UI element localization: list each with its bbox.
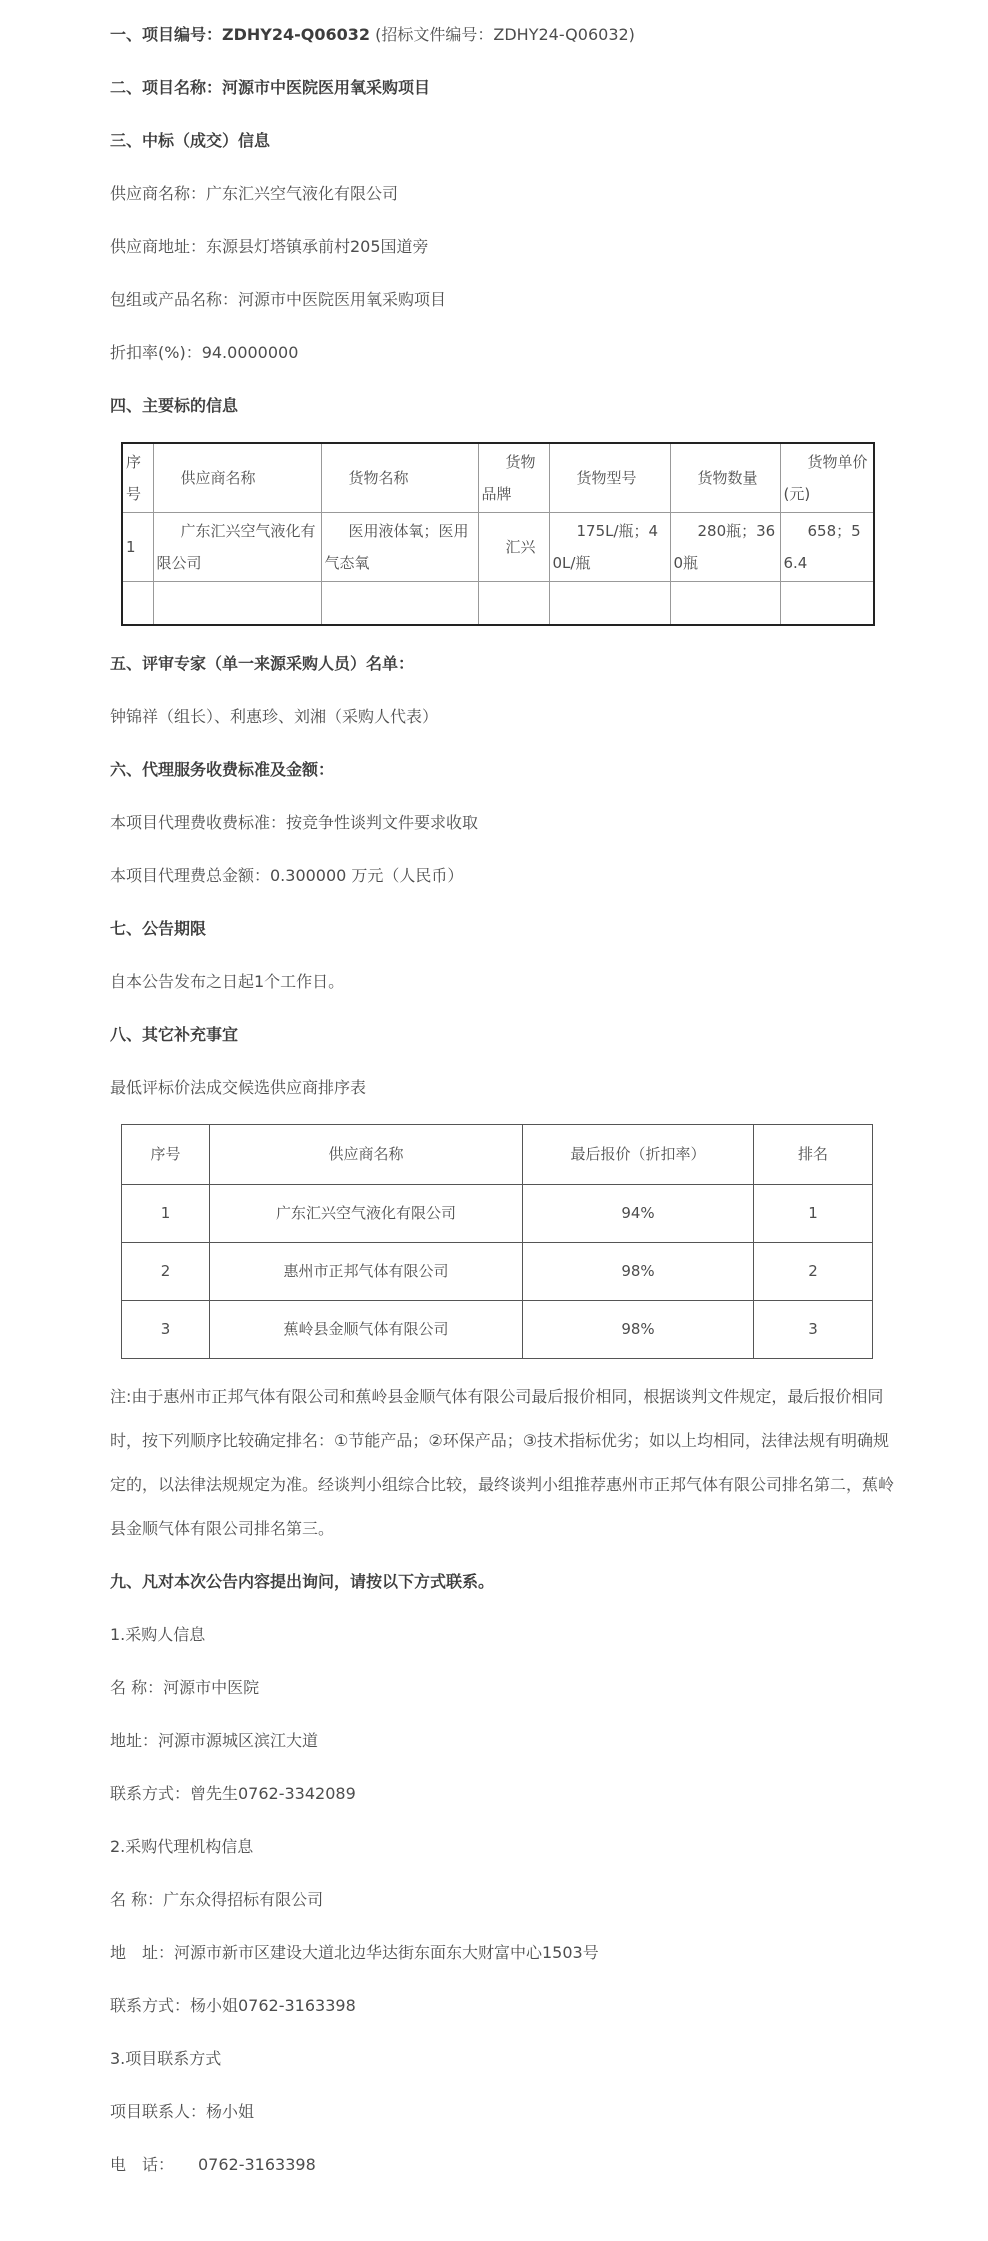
agency-fee-heading: 六、代理服务收费标准及金额： <box>110 759 335 779</box>
table-header-row <box>122 1124 873 1184</box>
table-cell <box>780 582 874 625</box>
table-header-cell: 货物名称 <box>321 443 478 513</box>
table-header-cell: 货物品牌 <box>478 443 549 513</box>
table-cell: 2 <box>122 1242 210 1300</box>
table-row-empty <box>122 582 874 625</box>
agency-info-heading: 2.采购代理机构信息 <box>110 1836 254 1856</box>
ranking-note-text: 注:由于惠州市正邦气体有限公司和蕉岭县金顺气体有限公司最后报价相同，根据谈判文件规定，最后报价相同时，按下列顺序比较确定排名：①节能产品；②环保产品；③技术指标优劣；如以上均相同，法律法规有明确规定的，以法律法规规定为准。经谈判小组综合比较，最终谈判小组推荐惠州市正邦气体有限公司排名第二，蕉岭县金顺气体有限公司排名第三。 <box>110 1386 895 1538</box>
ranking-table <box>121 1124 873 1359</box>
table-cell: 惠州市正邦气体有限公司 <box>210 1242 523 1300</box>
table-cell: 3 <box>122 1300 210 1358</box>
table-cell: 1 <box>122 513 153 582</box>
experts-heading: 五、评审专家（单一来源采购人员）名单： <box>110 653 415 673</box>
table-cell: 广东汇兴空气液化有限公司 <box>153 513 321 582</box>
purchaser-contact-text: 联系方式：曾先生0762-3342089 <box>110 1783 356 1803</box>
table-row <box>122 1242 873 1300</box>
table-cell <box>549 582 670 625</box>
agency-address-text: 地 址：河源市新市区建设大道北边华达街东面东大财富中心1503号 <box>110 1942 599 1962</box>
table-cell: 广东汇兴空气液化有限公司 <box>210 1184 523 1242</box>
table-header-cell: 供应商名称 <box>153 443 321 513</box>
tender-doc-number: (招标文件编号：ZDHY24-Q06032) <box>370 25 635 44</box>
purchaser-info-heading: 1.采购人信息 <box>110 1624 206 1644</box>
project-contact-heading: 3.项目联系方式 <box>110 2048 222 2068</box>
announcement-period-text: 自本公告发布之日起1个工作日。 <box>110 971 345 991</box>
project-contact-person-text: 项目联系人：杨小姐 <box>110 2101 255 2121</box>
table-cell <box>670 582 780 625</box>
table-cell: 98% <box>523 1300 754 1358</box>
table-cell <box>122 582 153 625</box>
table-cell: 3 <box>754 1300 873 1358</box>
table-cell <box>153 582 321 625</box>
project-name-heading: 二、项目名称：河源市中医院医用氧采购项目 <box>110 78 431 97</box>
announcement-period-heading: 七、公告期限 <box>110 918 207 938</box>
table-cell: 2 <box>754 1242 873 1300</box>
agency-name-text: 名 称：广东众得招标有限公司 <box>110 1889 324 1909</box>
table-cell <box>478 582 549 625</box>
agency-contact-text: 联系方式：杨小姐0762-3163398 <box>110 1995 356 2015</box>
table-row <box>122 1300 873 1358</box>
table-cell: 1 <box>122 1184 210 1242</box>
table-header-cell: 序号 <box>122 443 153 513</box>
table-cell <box>321 582 478 625</box>
main-items-table <box>121 442 875 626</box>
table-header-cell: 货物单价(元) <box>780 443 874 513</box>
discount-rate-text: 折扣率(%)：94.0000000 <box>110 343 299 362</box>
table-cell: 94% <box>523 1184 754 1242</box>
main-items-heading: 四、主要标的信息 <box>110 396 239 415</box>
table-row <box>122 1184 873 1242</box>
supplementary-heading: 八、其它补充事宜 <box>110 1024 239 1044</box>
table-header-cell: 序号 <box>122 1124 210 1184</box>
table-header-cell: 最后报价（折扣率） <box>523 1124 754 1184</box>
table-header-row <box>122 443 874 513</box>
table-header-cell: 供应商名称 <box>210 1124 523 1184</box>
table-header-cell: 排名 <box>754 1124 873 1184</box>
table-cell: 1 <box>754 1184 873 1242</box>
table-cell: 175L/瓶；40L/瓶 <box>549 513 670 582</box>
ranking-table-caption: 最低评标价法成交候选供应商排序表 <box>110 1077 367 1097</box>
contact-heading: 九、凡对本次公告内容提出询问，请按以下方式联系。 <box>110 1571 495 1591</box>
table-cell: 280瓶；360瓶 <box>670 513 780 582</box>
table-cell: 658；56.4 <box>780 513 874 582</box>
package-name-text: 包组或产品名称：河源市中医院医用氧采购项目 <box>110 290 447 309</box>
supplier-address-text: 供应商地址：东源县灯塔镇承前村205国道旁 <box>110 237 429 256</box>
award-info-heading: 三、中标（成交）信息 <box>110 131 271 150</box>
project-phone-text: 电 话： 0762-3163398 <box>110 2154 316 2174</box>
fee-standard-text: 本项目代理费收费标准：按竞争性谈判文件要求收取 <box>110 812 479 832</box>
table-header-cell: 货物型号 <box>549 443 670 513</box>
experts-list-text: 钟锦祥（组长）、利惠珍、刘湘（采购人代表） <box>110 706 439 726</box>
table-cell: 蕉岭县金顺气体有限公司 <box>210 1300 523 1358</box>
fee-total-text: 本项目代理费总金额：0.300000 万元（人民币） <box>110 865 464 885</box>
purchaser-name-text: 名 称：河源市中医院 <box>110 1677 260 1697</box>
project-number-bold: 一、项目编号：ZDHY24-Q06032 <box>110 25 371 44</box>
project-number-heading <box>110 13 905 57</box>
table-cell: 医用液体氧；医用气态氧 <box>321 513 478 582</box>
purchaser-address-text: 地址：河源市源城区滨江大道 <box>110 1730 319 1750</box>
supplier-name-text: 供应商名称：广东汇兴空气液化有限公司 <box>110 184 399 203</box>
table-cell: 98% <box>523 1242 754 1300</box>
table-header-cell: 货物数量 <box>670 443 780 513</box>
table-cell: 汇兴 <box>478 513 549 582</box>
table-row <box>122 513 874 582</box>
